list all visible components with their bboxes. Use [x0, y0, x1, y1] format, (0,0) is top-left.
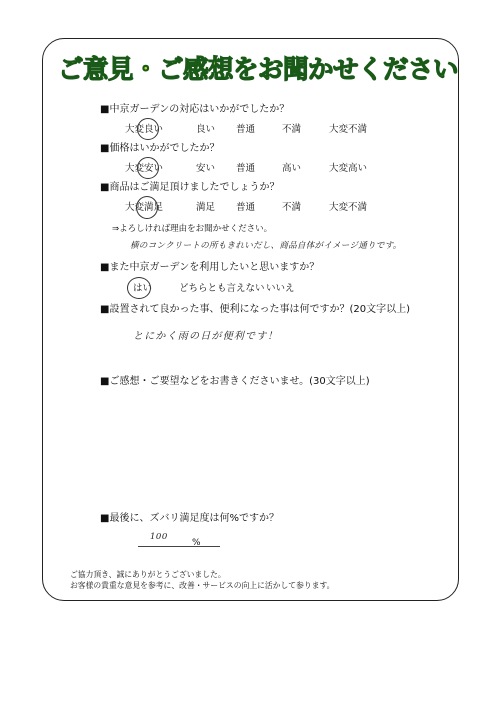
footer-thanks: ご協力頂き、誠にありがとうございました。	[70, 570, 226, 579]
selected-mark-circle	[137, 118, 159, 140]
reason-prompt: ⇒よろしければ理由をお聞かせください。	[112, 224, 273, 234]
option-average[interactable]: 普通	[236, 124, 256, 135]
option-dissatisfied[interactable]: 不満	[282, 202, 302, 213]
question-product: ■商品はご満足頂けましたでしょうか？	[100, 182, 280, 193]
page-title: ご意見・ご感想をお聞かせください	[58, 55, 459, 85]
option-very-expensive[interactable]: 大変高い	[329, 163, 368, 174]
selected-mark-circle	[127, 277, 151, 299]
question-satisfaction: ■最後に、ズバリ満足度は何%ですか？	[100, 513, 279, 524]
option-average[interactable]: 普通	[236, 163, 256, 174]
percent-unit: %	[192, 538, 201, 548]
footer-note: お客様の貴重な意見を参考に、改善・サービスの向上に活かして参ります。	[70, 581, 335, 590]
option-yes[interactable]: はい	[133, 283, 153, 294]
benefits-handwritten-answer[interactable]: とにかく雨の日が便利です！	[133, 331, 279, 342]
satisfaction-underline	[138, 546, 220, 547]
selected-mark-circle	[137, 157, 159, 179]
question-comments: ■ご感想・ご要望などをお書きくださいませ。(30文字以上)	[100, 376, 370, 387]
question-service: ■中京ガーデンの対応はいかがでしたか？	[100, 104, 290, 115]
option-dissatisfied[interactable]: 不満	[282, 124, 302, 135]
option-very-dissatisfied[interactable]: 大変不満	[329, 202, 368, 213]
option-expensive[interactable]: 高い	[282, 163, 302, 174]
question-price: ■価格はいかがでしたか？	[100, 143, 220, 154]
reason-handwritten-answer[interactable]: 横のコンクリートの所もきれいだし、商品自体がイメージ通りです。	[130, 241, 402, 251]
option-neither[interactable]: どちらとも言えない	[179, 283, 265, 294]
option-average[interactable]: 普通	[236, 202, 256, 213]
option-very-cheap[interactable]: 大変安い	[125, 163, 164, 174]
option-no[interactable]: いいえ	[266, 283, 295, 294]
option-satisfied[interactable]: 満足	[196, 202, 216, 213]
option-very-dissatisfied[interactable]: 大変不満	[329, 124, 368, 135]
question-reuse: ■また中京ガーデンを利用したいと思いますか？	[100, 262, 320, 273]
option-very-satisfied[interactable]: 大変満足	[125, 202, 164, 213]
option-very-good[interactable]: 大変良い	[125, 124, 164, 135]
option-cheap[interactable]: 安い	[196, 163, 216, 174]
option-good[interactable]: 良い	[196, 124, 216, 135]
question-benefits: ■設置されて良かった事、便利になった事は何ですか？(20文字以上)	[100, 304, 410, 315]
selected-mark-circle	[136, 196, 158, 219]
satisfaction-value[interactable]: 100	[150, 532, 168, 542]
